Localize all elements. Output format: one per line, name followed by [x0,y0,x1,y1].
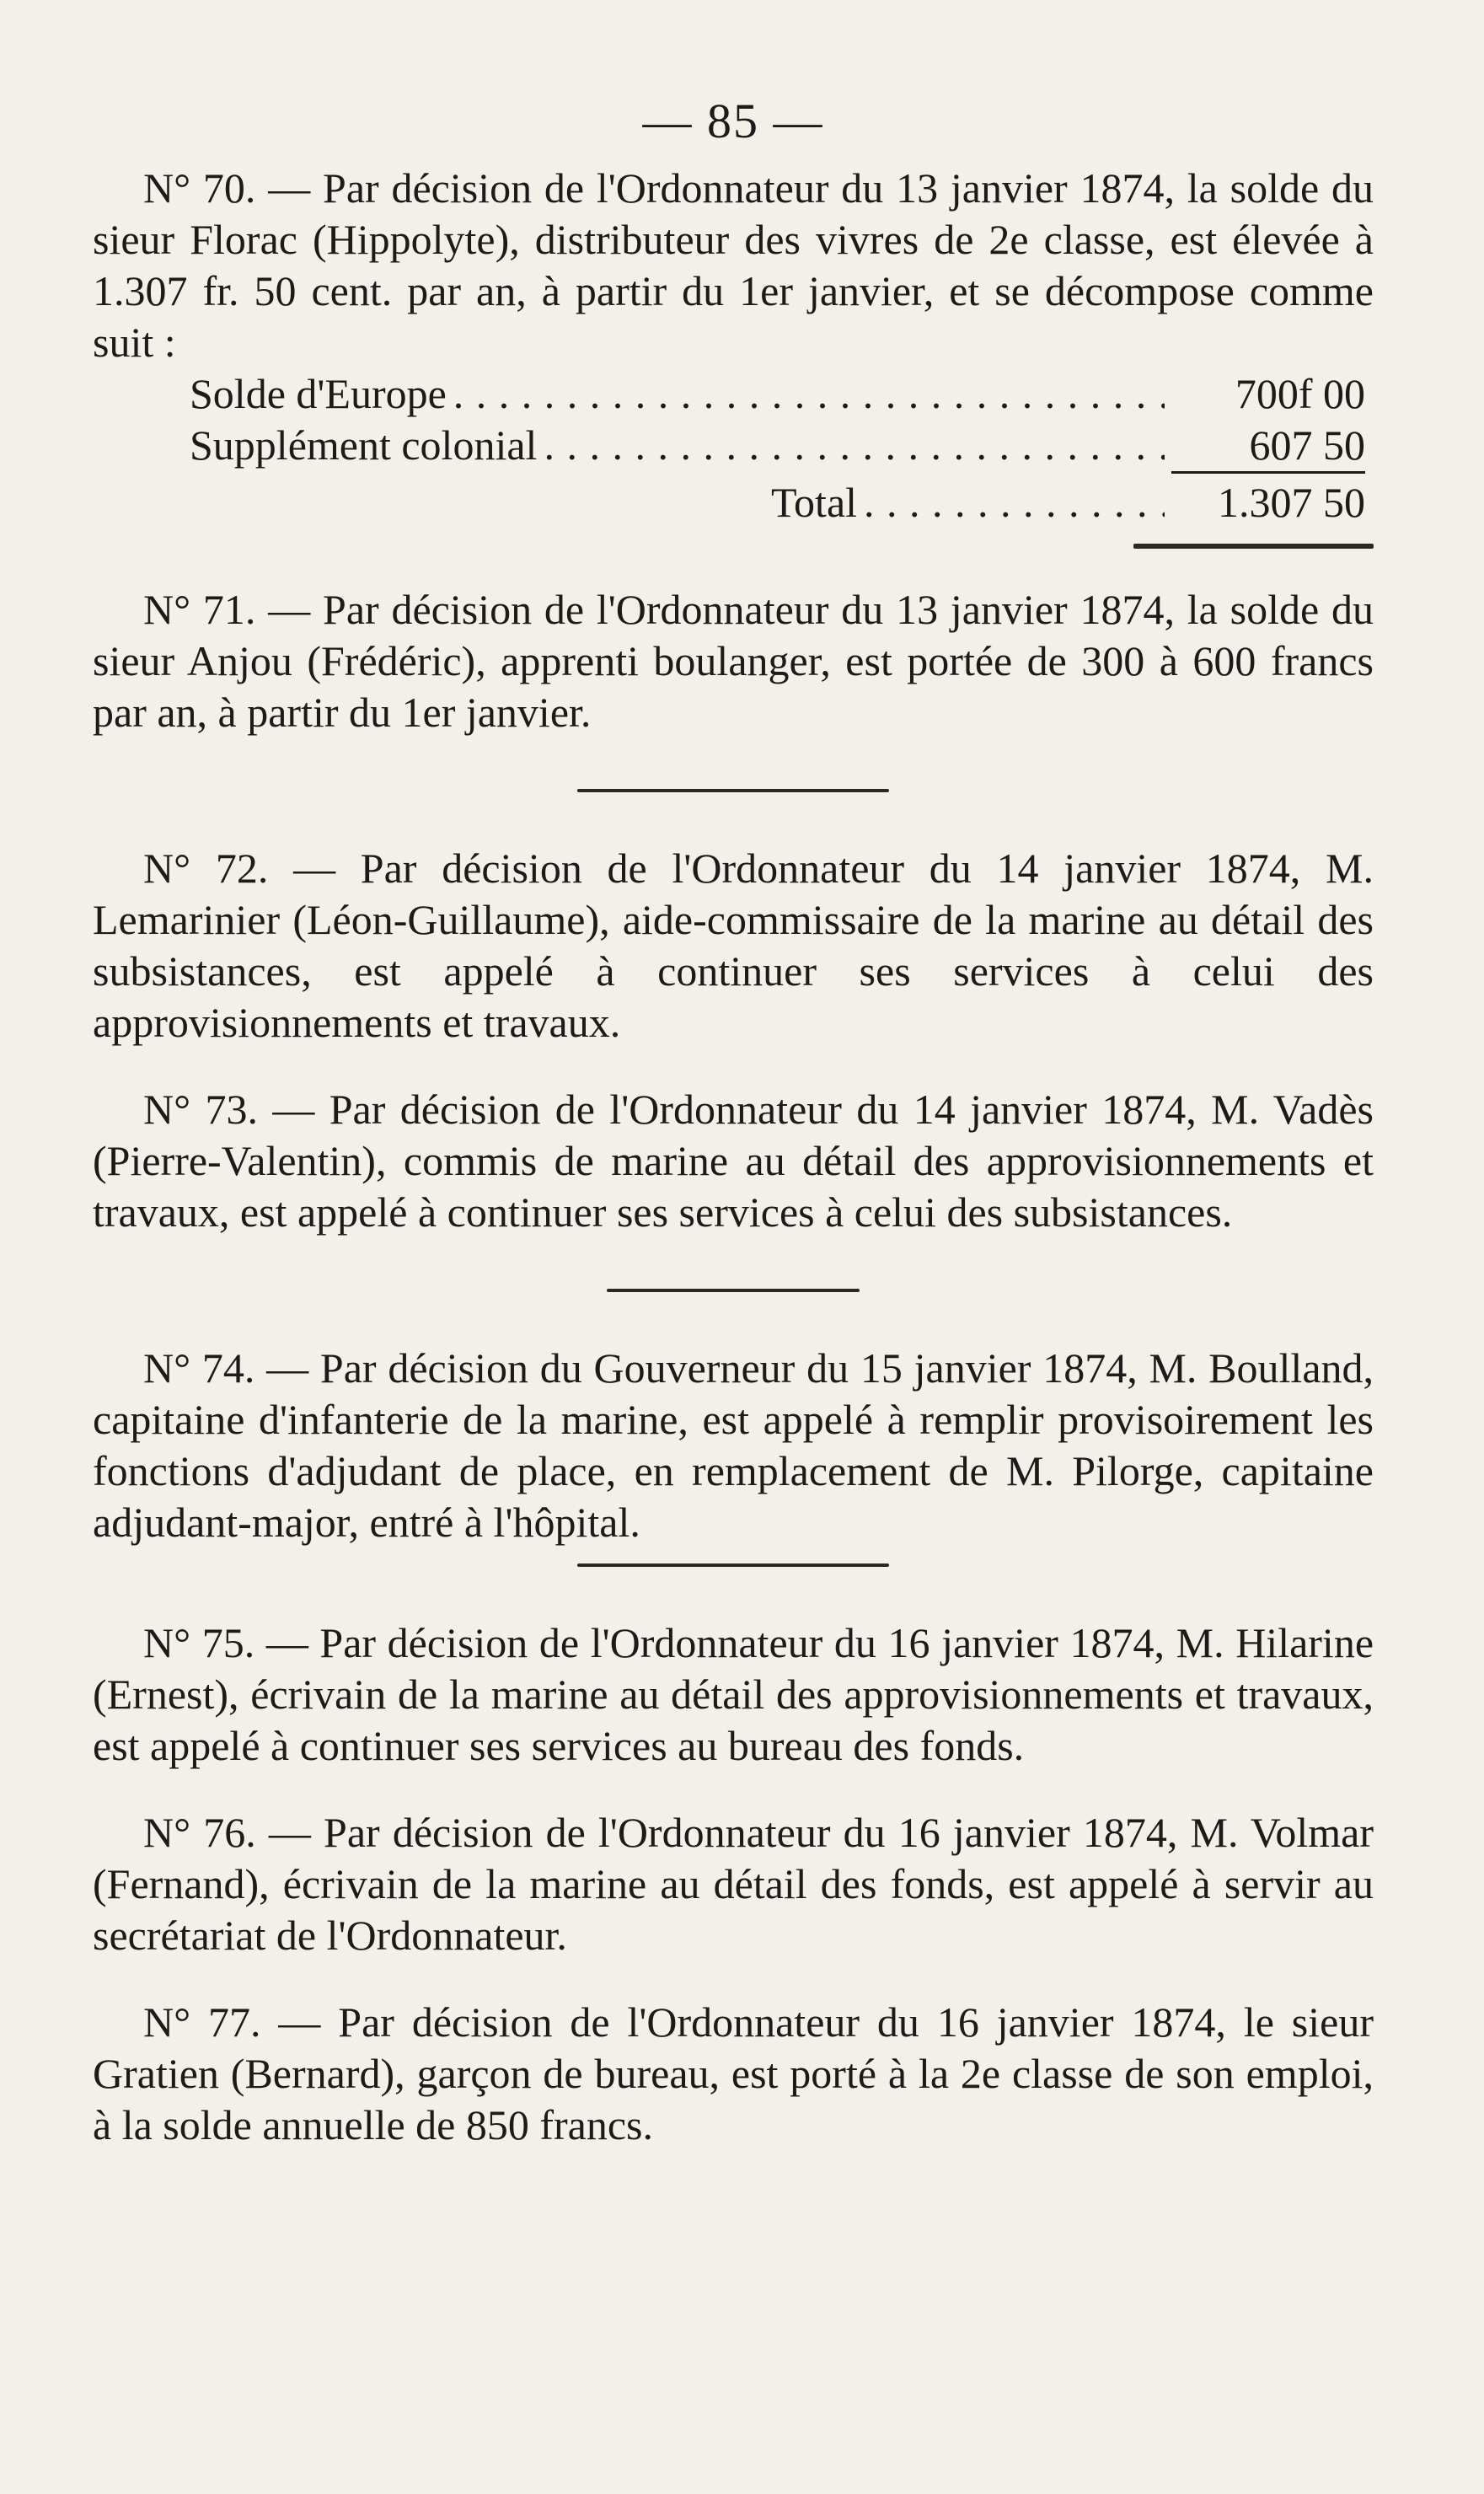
entry-text: — Par décision de l'Ordonnateur du 13 janvier 1874, la solde du sieur Florac (Hippolyte), distributeur des vivres de 2e classe, est élevée à 1.307 fr. 50 cent. par an, à partir du 1er janvier, et se décompose comme suit : [93,164,1374,366]
breakdown-amount: 700f 00 [1235,370,1365,417]
entry-77 [93,1997,1374,2151]
entry-74 [93,1343,1374,1548]
leader-dots [544,420,1165,471]
entry-75 [93,1617,1374,1772]
page-number: — 85 — [642,94,824,148]
entry-76 [93,1807,1374,1961]
pay-breakdown [190,368,1365,528]
entry-72 [93,843,1374,1049]
entry-number: N° 74. [143,1344,255,1392]
entry-text: — Par décision du Gouverneur du 15 janvier 1874, M. Boulland, capitaine d'infanterie de la marine, est appelé à remplir provisoirement les fonctions d'adjudant de place, en remplacement de M. Pilorge, capitaine adjudant-major, entré à l'hôpital. [93,1344,1374,1546]
entry-text: — Par décision de l'Ordonnateur du 16 janvier 1874, M. Hilarine (Ernest), écrivain de la marine au détail des approvisionnements et travaux, est appelé à continuer ses services au bureau des fonds. [93,1619,1374,1769]
entry-number: N° 73. [143,1086,258,1133]
entry-text: — Par décision de l'Ordonnateur du 16 janvier 1874, M. Volmar (Fernand), écrivain de la marine au détail des fonds, est appelé à servir au secrétariat de l'Ordonnateur. [93,1809,1374,1959]
leader-dots [864,477,1165,528]
breakdown-amount: 607 50 [1249,421,1365,469]
entry-71 [93,584,1374,738]
breakdown-label: Solde d'Europe [190,370,447,417]
entry-number: N° 71. [143,586,256,633]
document-page [93,93,1374,2151]
entry-number: N° 70. [143,164,256,212]
entry-text: — Par décision de l'Ordonnateur du 16 janvier 1874, le sieur Gratien (Bernard), garçon de bureau, est porté à la 2e classe de son emploi, à la solde annuelle de 850 francs. [93,1998,1374,2148]
breakdown-label: Supplément colonial [190,421,538,469]
entry-number: N° 76. [143,1809,256,1856]
entry-number: N° 75. [143,1619,255,1666]
total-amount: 1.307 50 [1171,471,1365,528]
entry-73 [93,1084,1374,1238]
entry-number: N° 72. [143,845,269,892]
entry-number: N° 77. [143,1998,261,2046]
entry-text: — Par décision de l'Ordonnateur du 14 janvier 1874, M. Lemarinier (Léon-Guillaume), aide-commissaire de la marine au détail des subsistances, est appelé à continuer ses services à celui des approvisionnements et travaux. [93,845,1374,1046]
breakdown-total-row [190,471,1365,528]
leader-dots [453,368,1165,420]
entry-text: — Par décision de l'Ordonnateur du 13 janvier 1874, la solde du sieur Anjou (Frédéric), apprenti boulanger, est portée de 300 à 600 francs par an, à partir du 1er janvier. [93,586,1374,736]
entry-text: — Par décision de l'Ordonnateur du 14 janvier 1874, M. Vadès (Pierre-Valentin), commis de marine au détail des approvisionnements et travaux, est appelé à continuer ses services à celui des subsistances. [93,1086,1374,1236]
entry-70 [93,163,1374,368]
breakdown-row [190,420,1365,471]
breakdown-row [190,368,1365,420]
total-label: Total [771,479,858,526]
